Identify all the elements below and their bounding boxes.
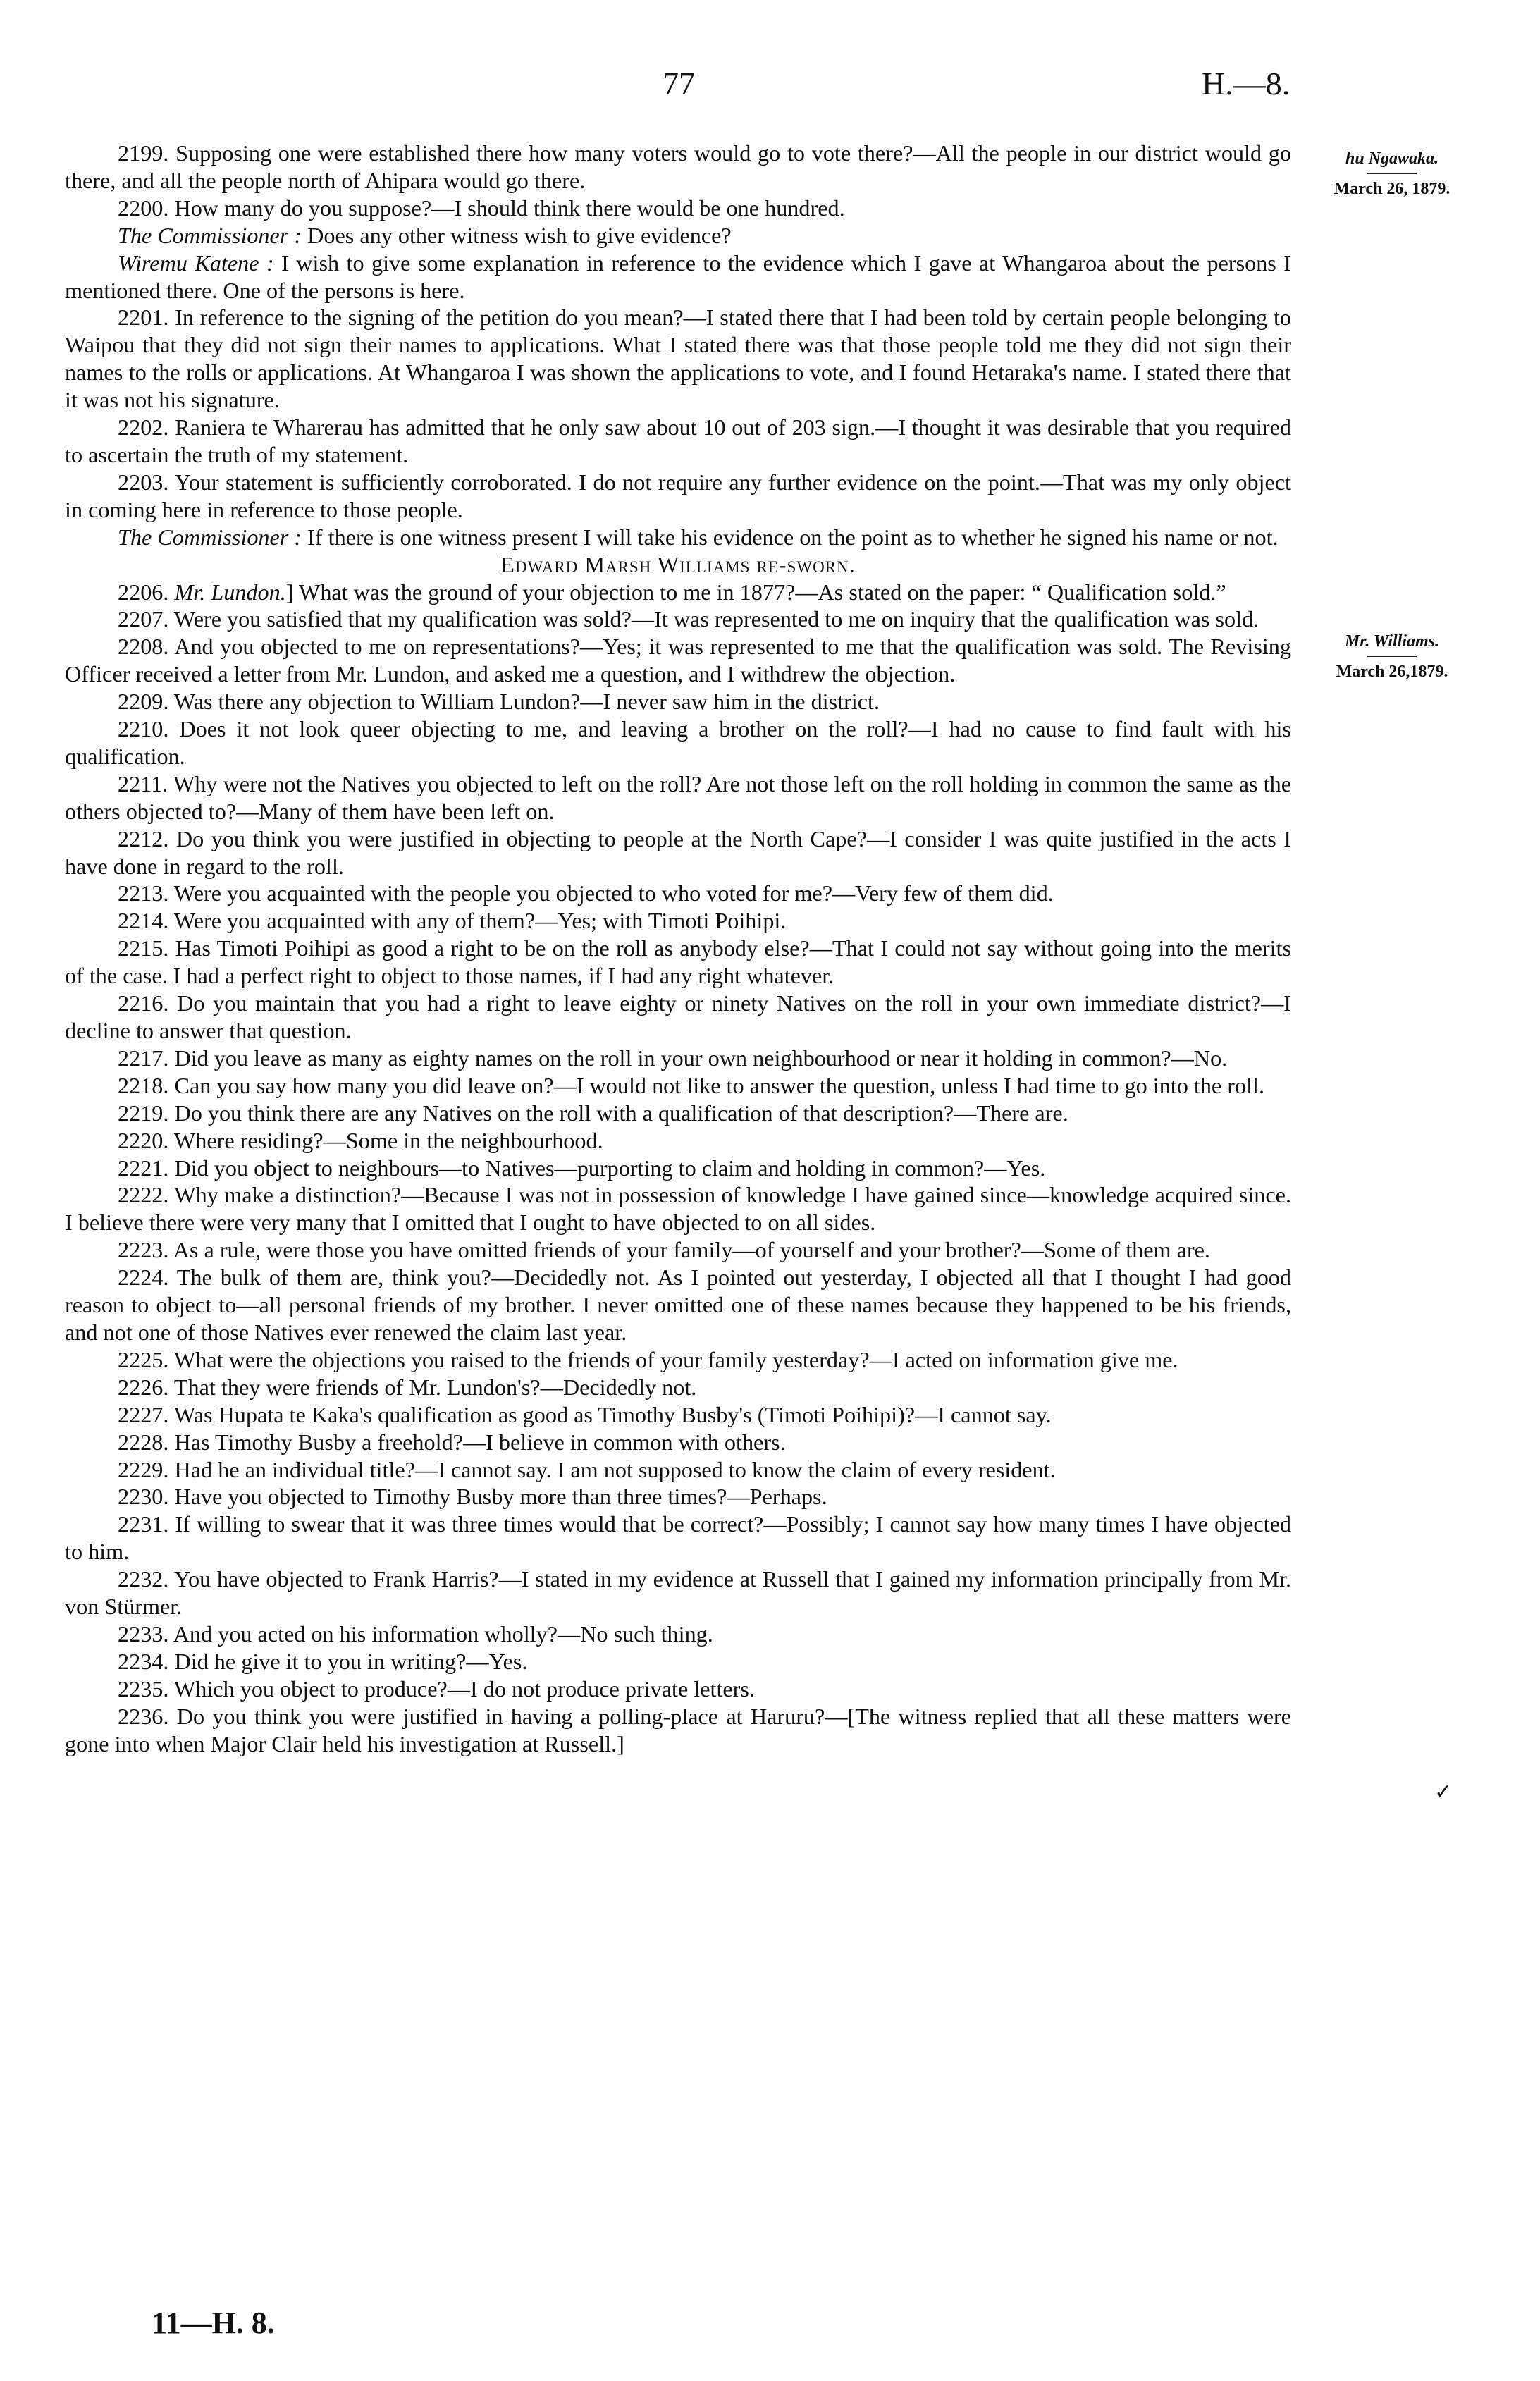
- paragraph-text: Which you object to produce?—I do not produce private letters.: [168, 1675, 755, 1702]
- paragraph-text: Have you objected to Timothy Busby more than three times?—Perhaps.: [168, 1484, 827, 1510]
- paragraph-text: Does it not look queer objecting to me, and leaving a brother on the roll?—I had no cause to find fault with his qualification.: [65, 716, 1291, 769]
- margin-rule: [1367, 173, 1417, 174]
- question-paragraph: [65, 605, 1291, 633]
- paragraph-text: Was there any objection to William Lundon?—I never saw him in the district.: [168, 689, 880, 715]
- paragraph-text: Did you leave as many as eighty names on the roll in your own neighbourhood or near it holding in common?—No.: [168, 1045, 1228, 1071]
- question-number: 2228.: [118, 1429, 169, 1455]
- question-number: 2208.: [118, 634, 169, 660]
- question-number: 2209.: [118, 689, 169, 715]
- question-number: 2236.: [118, 1703, 169, 1729]
- page-number: 77: [663, 66, 695, 101]
- question-paragraph: [65, 1648, 1291, 1675]
- question-number: 2213.: [118, 880, 169, 906]
- paragraph-text: If there is one witness present I will take his evidence on the point as to whether he signed his name or not.: [302, 524, 1279, 550]
- question-paragraph: [65, 715, 1291, 770]
- question-number: 2218.: [118, 1072, 169, 1098]
- paragraph-text: How many do you suppose?—I should think there would be one hundred.: [168, 195, 845, 221]
- question-paragraph: [65, 688, 1291, 715]
- question-paragraph: [65, 935, 1291, 990]
- question-number: 2225.: [118, 1346, 169, 1372]
- paragraph-text: Was Hupata te Kaka's qualification as good as Timothy Busby's (Timoti Poihipi)?—I cannot say.: [168, 1401, 1052, 1427]
- paragraph-text: Why make a distinction?—Because I was not in possession of knowledge I have gained since—knowledge acquired since. I believe there were very many that I omitted that I ought to have objected to on all sides.: [65, 1182, 1291, 1236]
- question-number: 2207.: [118, 606, 169, 632]
- question-number: 2233.: [118, 1620, 169, 1647]
- margin-date: March 26, 1879.: [1333, 180, 1450, 198]
- question-paragraph: [65, 1401, 1291, 1429]
- question-paragraph: [65, 140, 1291, 195]
- question-number: 2217.: [118, 1045, 169, 1071]
- question-number: 2212.: [118, 825, 169, 851]
- paragraph-text: In reference to the signing of the petition do you mean?—I stated there that I had been told by certain people belonging to Waipou that they did not sign their names to applications. What I stated there was that those people told me they did not sign their names to the rolls or applications. At Whangaroa I was shown the applications to vote, and I found Hetaraka's name. I stated there that it was not his signature.: [65, 304, 1291, 413]
- question-paragraph: [65, 1264, 1291, 1346]
- question-paragraph: [65, 633, 1291, 688]
- statement-paragraph: [65, 250, 1291, 304]
- question-number: 2202.: [118, 414, 169, 441]
- question-paragraph: [65, 1155, 1291, 1182]
- speaker-name: The Commissioner :: [118, 524, 302, 550]
- paragraph-text: Has Timothy Busby a freehold?—I believe in common with others.: [168, 1429, 786, 1455]
- paragraph-text: Supposing one were established there how many voters would go to vote there?—All the people in our district would go there, and all the people north of Ahipara would go there.: [65, 140, 1291, 193]
- question-paragraph: [65, 825, 1291, 880]
- paragraph-text: Did he give it to you in writing?—Yes.: [168, 1648, 528, 1674]
- paragraph-text: Can you say how many you did leave on?—I would not like to answer the question, unless I had time to go into the roll.: [168, 1072, 1264, 1098]
- question-paragraph: [65, 1429, 1291, 1456]
- paragraph-text: And you acted on his information wholly?—No such thing.: [168, 1620, 713, 1647]
- paragraph-text: Were you satisfied that my qualification was sold?—It was represented to me on inquiry that the qualification was sold.: [168, 606, 1259, 632]
- question-paragraph: [65, 1620, 1291, 1648]
- question-number: 2214.: [118, 908, 169, 934]
- question-number: 2234.: [118, 1648, 169, 1674]
- question-paragraph: [65, 1483, 1291, 1511]
- margin-note-ngawaka: [1304, 149, 1480, 199]
- paragraph-text: Does any other witness wish to give evidence?: [302, 222, 732, 248]
- question-paragraph: [65, 1374, 1291, 1401]
- paragraph-text: Do you maintain that you had a right to leave eighty or ninety Natives on the roll in your own immediate district?—I decline to answer that question.: [65, 990, 1291, 1043]
- margin-witness-name: hu Ngawaka.: [1345, 149, 1439, 168]
- question-paragraph: [65, 1703, 1291, 1758]
- paragraph-text: I wish to give some explanation in reference to the evidence which I gave at Whangaroa about the persons I mentioned there. One of the persons is here.: [65, 250, 1291, 303]
- question-number: 2227.: [118, 1401, 169, 1427]
- question-paragraph: [65, 469, 1291, 524]
- paragraph-text: Your statement is sufficiently corroborated. I do not require any further evidence on the point.—That was my only object in coming here in reference to those people.: [65, 469, 1291, 522]
- question-number: 2200.: [118, 195, 169, 221]
- question-number: 2232.: [118, 1566, 169, 1592]
- question-number: 2220.: [118, 1127, 169, 1153]
- margin-note-williams: [1304, 632, 1480, 682]
- question-paragraph: [65, 1346, 1291, 1374]
- question-number: 2216.: [118, 990, 169, 1016]
- question-paragraph: [65, 1072, 1291, 1100]
- question-paragraph: [65, 1236, 1291, 1264]
- paragraph-text: What were the objections you raised to the friends of your family yesterday?—I acted on information give me.: [168, 1346, 1178, 1372]
- paragraph-text: Where residing?—Some in the neighbourhood.: [168, 1127, 603, 1153]
- question-paragraph: [65, 907, 1291, 935]
- paragraph-text: If willing to swear that it was three times would that be correct?—Possibly; I cannot say how many times I have objected to him.: [65, 1511, 1291, 1565]
- question-paragraph: [65, 1456, 1291, 1484]
- question-number: 2199.: [118, 140, 169, 166]
- question-number: 2206.: [118, 579, 169, 605]
- paragraph-text: Did you object to neighbours—to Natives—purporting to claim and holding in common?—Yes.: [168, 1155, 1046, 1181]
- section-ngawaka: [65, 140, 1291, 551]
- page-header: [0, 65, 1540, 107]
- question-paragraph: [65, 1127, 1291, 1155]
- question-number: 2230.: [118, 1484, 169, 1510]
- signature-mark: 11—H. 8.: [152, 2306, 275, 2340]
- paragraph-text: Do you think you were justified in objecting to people at the North Cape?—I consider I was quite justified in the acts I have done in regard to the roll.: [65, 825, 1291, 879]
- paragraph-text: Were you acquainted with the people you objected to who voted for me?—Very few of them did.: [168, 880, 1054, 906]
- paragraph-text: Were you acquainted with any of them?—Yes; with Timoti Poihipi.: [168, 908, 787, 934]
- question-number: 2215.: [118, 935, 169, 961]
- question-number: 2221.: [118, 1155, 169, 1181]
- question-paragraph: [65, 1675, 1291, 1703]
- paragraph-text: Had he an individual title?—I cannot say. I am not supposed to know the claim of every resident.: [168, 1456, 1056, 1482]
- speaker-name: The Commissioner :: [118, 222, 302, 248]
- question-number: 2219.: [118, 1100, 169, 1126]
- question-number: 2210.: [118, 716, 169, 742]
- question-paragraph: [65, 1565, 1291, 1620]
- question-paragraph: [65, 414, 1291, 469]
- question-paragraph: [65, 770, 1291, 825]
- question-number: 2226.: [118, 1374, 169, 1400]
- question-paragraph: [65, 1511, 1291, 1565]
- paragraph-text: That they were friends of Mr. Lundon's?—Decidedly not.: [168, 1374, 697, 1400]
- paragraph-text: Raniera te Wharerau has admitted that he only saw about 10 out of 203 sign.—I thought it was desirable that you required to ascertain the truth of my statement.: [65, 414, 1291, 467]
- question-number: 2211.: [118, 770, 168, 796]
- question-paragraph: [65, 304, 1291, 414]
- question-paragraph: [65, 579, 1291, 606]
- paragraph-text: Has Timoti Poihipi as good a right to be on the roll as anybody else?—That I could not say without going into the merits of the case. I had a perfect right to object to those names, if I had any right whatever.: [65, 935, 1291, 989]
- question-paragraph: [65, 1181, 1291, 1236]
- question-paragraph: [65, 195, 1291, 222]
- margin-witness-name: Mr. Williams.: [1344, 632, 1440, 651]
- speaker-name: Wiremu Katene :: [118, 250, 274, 276]
- statement-paragraph: [65, 524, 1291, 551]
- paragraph-text: ] What was the ground of your objection to me in 1877?—As stated on the paper: “ Qualification sold.”: [285, 579, 1226, 605]
- question-paragraph: [65, 990, 1291, 1045]
- question-number: 2222.: [118, 1182, 169, 1208]
- witness-heading: Edward Marsh Williams re-sworn.: [500, 551, 856, 577]
- question-number: 2224.: [118, 1265, 169, 1291]
- question-number: 2229.: [118, 1456, 169, 1482]
- margin-rule: [1367, 656, 1417, 657]
- main-text: [65, 140, 1291, 1757]
- question-paragraph: [65, 1045, 1291, 1072]
- section-williams: [65, 579, 1291, 1758]
- paragraph-text: Do you think you were justified in having a polling-place at Haruru?—[The witness replied that all these matters were gone into when Major Clair held his investigation at Russell.]: [65, 1703, 1291, 1756]
- question-paragraph: [65, 1100, 1291, 1127]
- paragraph-text: As a rule, were those you have omitted friends of your family—of yourself and your brother?—Some of them are.: [168, 1237, 1210, 1263]
- pencil-tick-mark: ✓: [1434, 1780, 1453, 1804]
- question-number: 2203.: [118, 469, 169, 495]
- question-number: 2201.: [118, 304, 169, 331]
- document-code: H.—8.: [1202, 66, 1290, 101]
- question-number: 2235.: [118, 1675, 169, 1702]
- statement-paragraph: [65, 222, 1291, 250]
- paragraph-text: Why were not the Natives you objected to left on the roll? Are not those left on the roll holding in common the same as the others objected to?—Many of them have been left on.: [65, 770, 1291, 824]
- paragraph-text: The bulk of them are, think you?—Decidedly not. As I pointed out yesterday, I objected all that I thought I had good reason to object to—all personal friends of my brother. I never omitted one of these names because they happened to be his friends, and not one of those Natives ever renewed the claim last year.: [65, 1265, 1291, 1345]
- speaker-name: Mr. Lundon.: [174, 579, 286, 605]
- paragraph-text: Do you think there are any Natives on the roll with a qualification of that description?—There are.: [168, 1100, 1068, 1126]
- paragraph-text: You have objected to Frank Harris?—I stated in my evidence at Russell that I gained my information principally from Mr. von Stürmer.: [65, 1566, 1291, 1620]
- question-number: 2231.: [118, 1511, 169, 1537]
- question-paragraph: [65, 880, 1291, 907]
- margin-date: March 26,1879.: [1336, 663, 1448, 681]
- question-number: 2223.: [118, 1237, 169, 1263]
- paragraph-text: And you objected to me on representations?—Yes; it was represented to me that the qualification was sold. The Revising Officer received a letter from Mr. Lundon, and asked me a question, and I withdrew the objection.: [65, 634, 1291, 687]
